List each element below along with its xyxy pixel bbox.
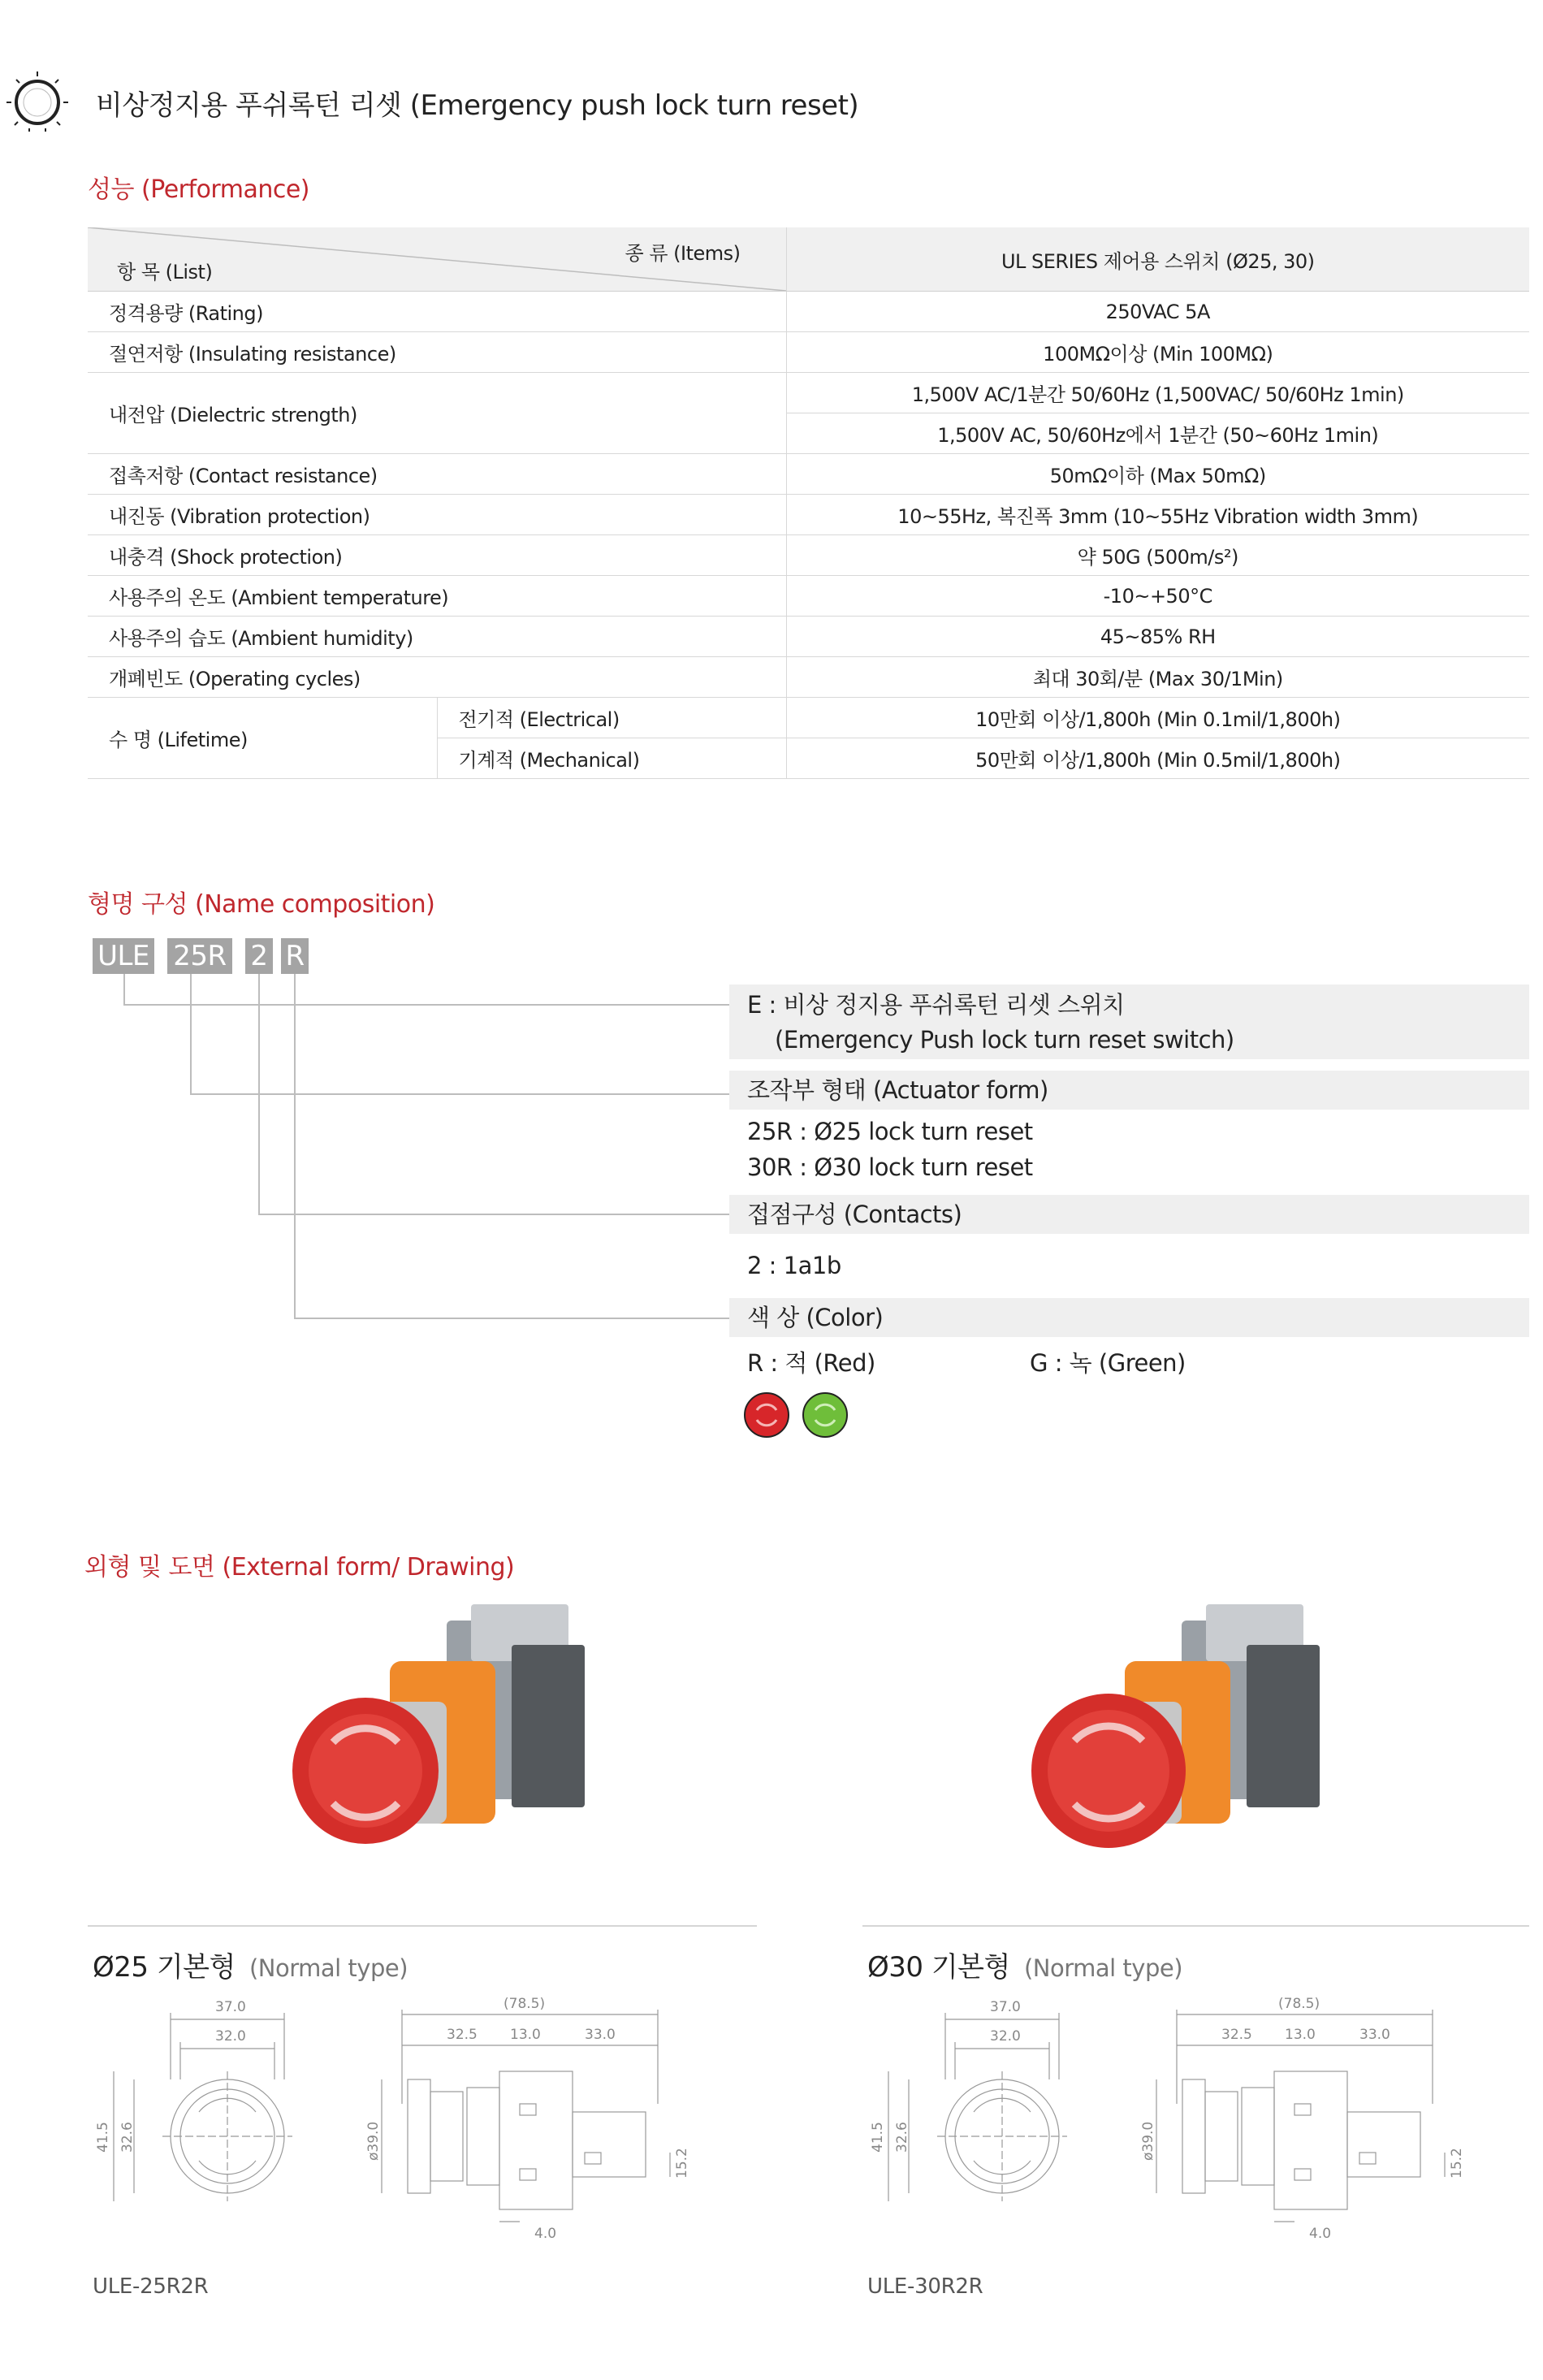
caption-25r-main: Ø25 기본형: [93, 1951, 236, 1984]
dim-13: 13.0: [1285, 2027, 1316, 2043]
contacts-title: 접점구성 (Contacts): [747, 1201, 962, 1228]
table-header-row: [88, 227, 1529, 292]
e-line2: (Emergency Push lock turn reset switch): [775, 1026, 1234, 1054]
dim-33: 33.0: [585, 2027, 616, 2043]
bar-contacts: [729, 1195, 1529, 1234]
dim-325: 32.5: [447, 2027, 478, 2043]
dim-152: 15.2: [1449, 2148, 1465, 2179]
row-label: 접촉저항 (Contact resistance): [88, 454, 786, 495]
color-green-label: G : 녹 (Green): [1030, 1349, 1186, 1377]
red-swatch-icon: [742, 1391, 791, 1439]
table-row: [88, 454, 1529, 495]
row-value: 10~55Hz, 복진폭 3mm (10~55Hz Vibration width 3mm): [786, 495, 1529, 535]
header-series: UL SERIES 제어용 스위치 (Ø25, 30): [786, 227, 1529, 292]
dim-326: 32.6: [119, 2122, 136, 2153]
divider: [88, 1925, 757, 1927]
row-value: 약 50G (500m/s²): [786, 535, 1529, 576]
connector-line: [190, 1093, 729, 1095]
connector-line: [123, 974, 125, 1005]
dim-326: 32.6: [894, 2122, 910, 2153]
table-row: [88, 657, 1529, 698]
row-value: 50mΩ이하 (Max 50mΩ): [786, 454, 1529, 495]
dim-325: 32.5: [1221, 2027, 1252, 2043]
row-label: 사용주의 온도 (Ambient temperature): [88, 576, 786, 617]
row-label: 정격용량 (Rating): [88, 292, 786, 332]
drawing-25r: [89, 1990, 707, 2250]
actuator-title: 조작부 형태 (Actuator form): [747, 1076, 1048, 1104]
row-value: -10~+50°C: [786, 576, 1529, 617]
row-label: 수 명 (Lifetime): [88, 698, 437, 779]
actuator-option-25r: 25R : Ø25 lock turn reset: [747, 1118, 1033, 1145]
product-photo-30r-icon: [1003, 1596, 1385, 1897]
caption-30r-main: Ø30 기본형: [867, 1951, 1010, 1984]
dim-4: 4.0: [534, 2226, 557, 2242]
row-value: 10만회 이상/1,800h (Min 0.1mil/1,800h): [786, 698, 1529, 738]
bar-e: [729, 984, 1529, 1059]
dim-415: 41.5: [870, 2122, 886, 2153]
caption-30r-sub: (Normal type): [1023, 1954, 1183, 1982]
table-row: [88, 292, 1529, 332]
row-label: 사용주의 습도 (Ambient humidity): [88, 617, 786, 657]
row-value: 1,500V AC, 50/60Hz에서 1분간 (50~60Hz 1min): [786, 413, 1529, 454]
performance-table: [88, 227, 1529, 779]
code-ule: ULE: [93, 938, 154, 974]
row-sublabel: 전기적 (Electrical): [437, 698, 786, 738]
dim-37: 37.0: [215, 1999, 246, 2015]
model-25r: ULE-25R2R: [93, 2274, 209, 2299]
row-sublabel: 기계적 (Mechanical): [437, 738, 786, 779]
product-photo-25r-icon: [268, 1596, 650, 1897]
dim-415: 41.5: [95, 2122, 111, 2153]
row-value: 100MΩ이상 (Min 100MΩ): [786, 332, 1529, 373]
drawing-30r: [864, 1990, 1481, 2250]
connector-line: [294, 1318, 729, 1319]
code-2: 2: [245, 938, 273, 974]
caption-25r-sub: (Normal type): [249, 1954, 408, 1982]
dim-4: 4.0: [1309, 2226, 1332, 2242]
row-label: 내전압 (Dielectric strength): [88, 373, 786, 454]
connector-line: [123, 1004, 729, 1006]
e-line1: E : 비상 정지용 푸쉬록턴 리셋 스위치: [747, 991, 1125, 1019]
bar-actuator: [729, 1071, 1529, 1110]
page-title: 비상정지용 푸쉬록턴 리셋 (Emergency push lock turn reset): [96, 89, 859, 122]
bar-color: [729, 1298, 1529, 1337]
dim-39: ø39.0: [365, 2121, 382, 2161]
dim-32: 32.0: [990, 2028, 1021, 2045]
dim-13: 13.0: [510, 2027, 541, 2043]
header-items: 종 류 (Items): [625, 242, 741, 265]
row-value: 최대 30회/분 (Max 30/1Min): [786, 657, 1529, 698]
dim-37: 37.0: [990, 1999, 1021, 2015]
table-row: [88, 373, 1529, 413]
dim-32: 32.0: [215, 2028, 246, 2045]
composition-heading: 형명 구성 (Name composition): [88, 890, 435, 919]
row-label: 개폐빈도 (Operating cycles): [88, 657, 786, 698]
connector-line: [258, 1214, 729, 1215]
dim-33: 33.0: [1359, 2027, 1390, 2043]
row-label: 내충격 (Shock protection): [88, 535, 786, 576]
performance-heading: 성능 (Performance): [88, 175, 310, 204]
caption-30r: [867, 1945, 1182, 1984]
row-label: 내진동 (Vibration protection): [88, 495, 786, 535]
table-row: [88, 617, 1529, 657]
row-label: 절연저항 (Insulating resistance): [88, 332, 786, 373]
table-row: [88, 535, 1529, 576]
connector-line: [294, 974, 296, 1318]
caption-25r: [93, 1945, 408, 1984]
table-row: [88, 332, 1529, 373]
dim-39: ø39.0: [1140, 2121, 1156, 2161]
header-list: 항 목 (List): [117, 261, 213, 283]
divider: [862, 1925, 1529, 1927]
actuator-option-30r: 30R : Ø30 lock turn reset: [747, 1153, 1033, 1181]
row-value: 250VAC 5A: [786, 292, 1529, 332]
connector-line: [190, 974, 192, 1094]
external-heading: 외형 및 도면 (External form/ Drawing): [84, 1553, 515, 1582]
dim-152: 15.2: [674, 2148, 690, 2179]
dim-785: (78.5): [1278, 1996, 1320, 2012]
connector-line: [258, 974, 260, 1214]
green-swatch-icon: [801, 1391, 849, 1439]
contacts-option: 2 : 1a1b: [747, 1252, 841, 1279]
lamp-logo-icon: [5, 68, 70, 133]
table-row: [88, 576, 1529, 617]
row-value: 45~85% RH: [786, 617, 1529, 657]
table-row: [88, 495, 1529, 535]
row-value: 1,500V AC/1분간 50/60Hz (1,500VAC/ 50/60Hz 1min): [786, 373, 1529, 413]
dim-785: (78.5): [504, 1996, 546, 2012]
color-title: 색 상 (Color): [747, 1304, 884, 1331]
row-value: 50만회 이상/1,800h (Min 0.5mil/1,800h): [786, 738, 1529, 779]
color-red-label: R : 적 (Red): [747, 1349, 875, 1377]
code-r: R: [281, 938, 309, 974]
table-row: [88, 698, 1529, 738]
model-30r: ULE-30R2R: [867, 2274, 983, 2299]
code-25r: 25R: [167, 938, 232, 974]
